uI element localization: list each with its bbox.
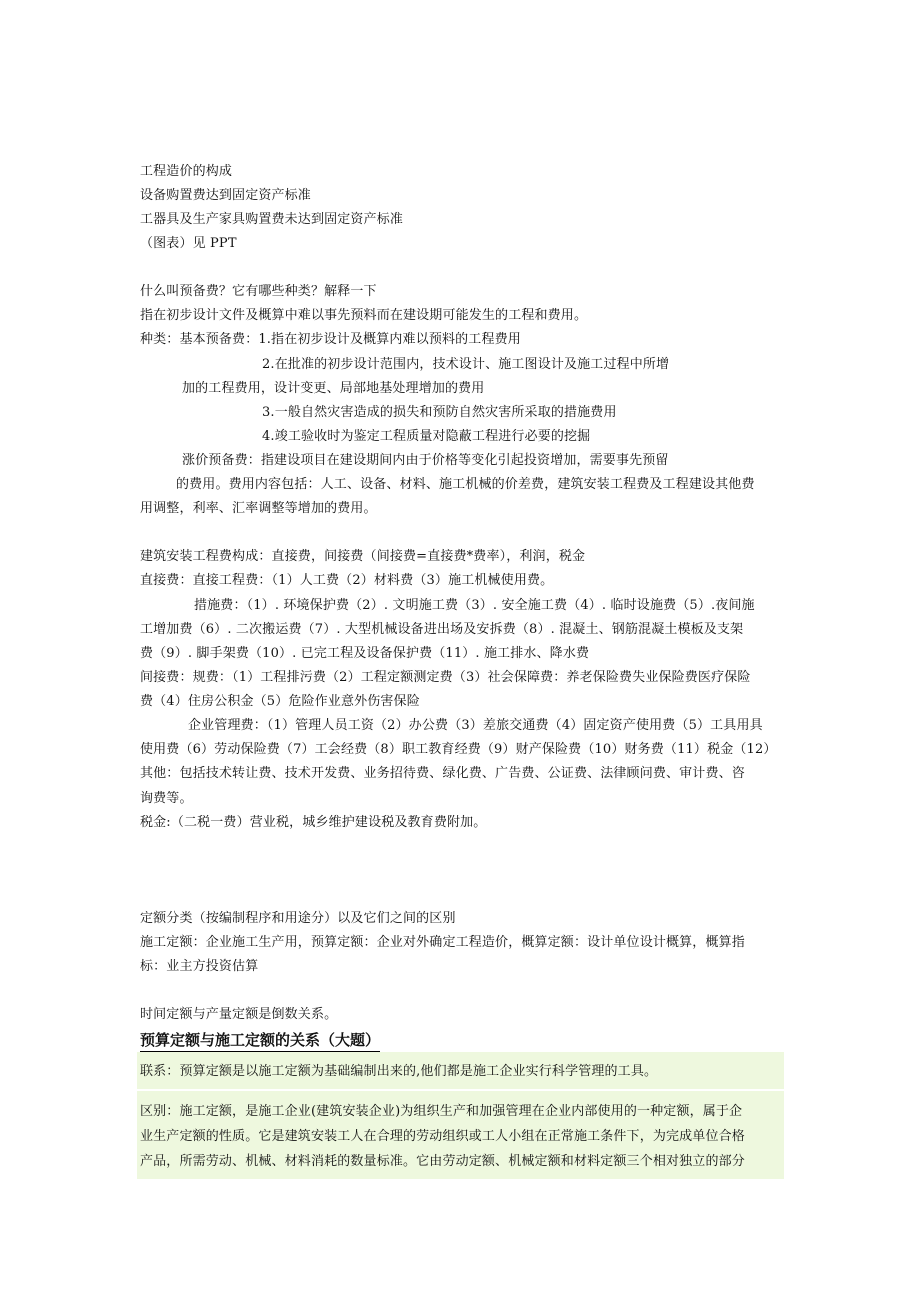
paragraph-line: 指在初步设计文件及概算中难以事先预料而在建设期可能发生的工程和费用。 xyxy=(140,308,588,323)
paragraph-line: 企业管理费：（1）管理人员工资（2）办公费（3）差旅交通费（4）固定资产使用费（5）工具用具 xyxy=(188,718,763,733)
paragraph-line: 费（9）. 脚手架费（10）. 已完工程及设备保护费（11）. 施工排水、降水费 xyxy=(140,646,590,661)
paragraph-line: 2.在批准的初步设计范围内，技术设计、施工图设计及施工过程中所增 xyxy=(262,357,670,372)
paragraph-line: 使用费（6）劳动保险费（7）工会经费（8）职工教育经费（9）财产保险费（10）财务费（11）税金（12） xyxy=(140,742,777,757)
paragraph-line: 区别：施工定额，是施工企业(建筑安装企业)为组织生产和加强管理在企业内部使用的一种定额，属于企 xyxy=(140,1104,743,1119)
highlighted-paragraph xyxy=(137,1052,784,1089)
paragraph-line: 费（4）住房公积金（5）危险作业意外伤害保险 xyxy=(140,694,420,709)
paragraph-line: 用调整，利率、汇率调整等增加的费用。 xyxy=(140,501,377,516)
section4-title: 定额分类（按编制程序和用途分）以及它们之间的区别 xyxy=(140,911,456,926)
paragraph-line: 时间定额与产量定额是倒数关系。 xyxy=(140,1007,338,1022)
paragraph-line: 税金:（二税一费）营业税，城乡维护建设税及教育费附加。 xyxy=(140,815,487,830)
paragraph-line: 工增加费（6）. 二次搬运费（7）. 大型机械设备进出场及安拆费（8）. 混凝土、钢筋混凝土模板及支架 xyxy=(140,622,744,637)
paragraph-line: 加的工程费用，设计变更、局部地基处理增加的费用 xyxy=(182,381,485,396)
section3-title: 建筑安装工程费构成：直接费，间接费（间接费=直接费*费率），利润，税金 xyxy=(140,549,586,564)
paragraph-line: 涨价预备费：指建设项目在建设期间内由于价格等变化引起投资增加，需要事先预留 xyxy=(182,453,669,468)
section1-title: 工程造价的构成 xyxy=(140,164,233,179)
paragraph-line: 3.一般自然灾害造成的损失和预防自然灾害所采取的措施费用 xyxy=(262,405,617,420)
section5-heading: 预算定额与施工定额的关系（大题） xyxy=(140,1030,380,1052)
paragraph-line: 4.竣工验收时为鉴定工程质量对隐蔽工程进行必要的挖掘 xyxy=(262,429,591,444)
paragraph-line: 种类：基本预备费：1.指在初步设计及概算内难以预料的工程费用 xyxy=(140,332,521,347)
highlighted-paragraph xyxy=(137,1091,784,1179)
paragraph-line: 业生产定额的性质。它是建筑安装工人在合理的劳动组织或工人小组在正常施工条件下，为完成单位合格 xyxy=(140,1129,745,1144)
paragraph-line: 产品，所需劳动、机械、材料消耗的数量标准。它由劳动定额、机械定额和材料定额三个相对独立的部分 xyxy=(140,1154,745,1169)
paragraph-line: 间接费：规费：（1）工程排污费（2）工程定额测定费（3）社会保障费：养老保险费失业保险费医疗保险 xyxy=(140,670,751,685)
paragraph-line: 直接费：直接工程费：（1）人工费（2）材料费（3）施工机械使用费。 xyxy=(140,573,554,588)
paragraph-line: （图表）见 PPT xyxy=(140,236,237,251)
paragraph-line: 其他：包括技术转让费、技术开发费、业务招待费、绿化费、广告费、公证费、法律顾问费、审计费、咨 xyxy=(140,766,745,781)
paragraph-line: 施工定额：企业施工生产用，预算定额：企业对外确定工程造价，概算定额：设计单位设计概算，概算指 xyxy=(140,935,745,950)
paragraph-line: 措施费：（1）. 环境保护费（2）. 文明施工费（3）. 安全施工费（4）. 临时设施费（5）.夜间施 xyxy=(194,598,755,613)
paragraph-line: 联系：预算定额是以施工定额为基础编制出来的,他们都是施工企业实行科学管理的工具。 xyxy=(140,1064,658,1079)
paragraph-line: 询费等。 xyxy=(140,791,193,806)
paragraph-line: 设备购置费达到固定资产标准 xyxy=(140,188,311,203)
paragraph-line: 的费用。费用内容包括：人工、设备、材料、施工机械的价差费，建筑安装工程费及工程建设其他费 xyxy=(176,477,755,492)
section2-question: 什么叫预备费？它有哪些种类？解释一下 xyxy=(140,284,377,299)
paragraph-line: 工器具及生产家具购置费未达到固定资产标准 xyxy=(140,212,404,227)
paragraph-line: 标：业主方投资估算 xyxy=(140,959,259,974)
